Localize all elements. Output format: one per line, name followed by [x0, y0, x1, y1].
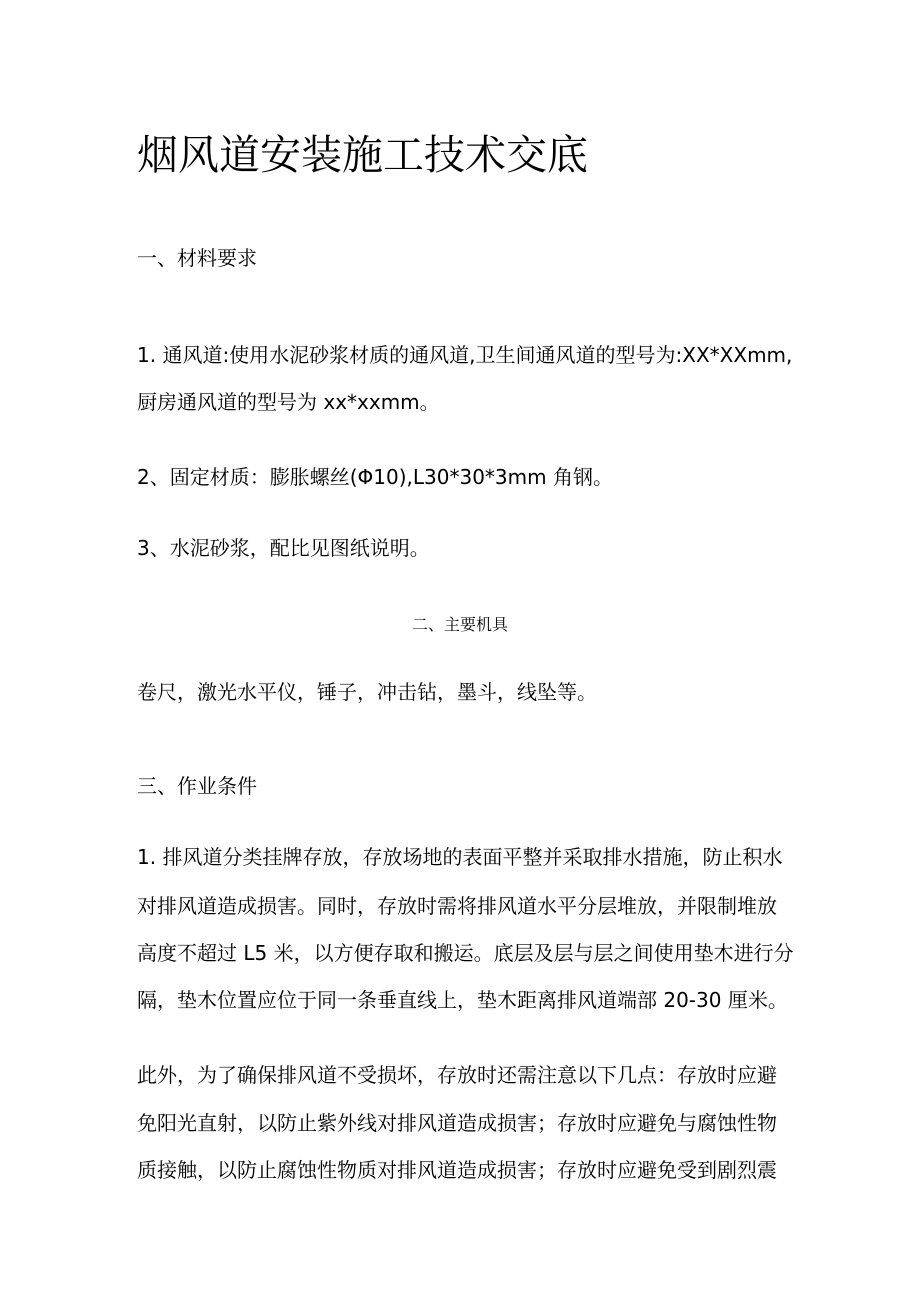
conditions-para-1-line-3: 高度不超过 L5 米，以方便存取和搬运。底层及层与层之间使用垫木进行分	[137, 941, 794, 965]
document-title: 烟风道安装施工技术交底	[137, 131, 588, 179]
section-heading-conditions: 三、作业条件	[137, 774, 257, 798]
materials-item-1-line-1: 1. 通风道:使用水泥砂浆材质的通风道,卫生间通风道的型号为:XX*XXmm,	[137, 343, 793, 367]
conditions-para-2-line-2: 免阳光直射，以防止紫外线对排风道造成损害；存放时应避免与腐蚀性物	[137, 1111, 777, 1135]
section-heading-materials: 一、材料要求	[137, 246, 257, 270]
conditions-para-1-line-4: 隔，垫木位置应位于同一条垂直线上，垫木距离排风道端部 20-30 厘米。	[137, 988, 788, 1012]
materials-item-3: 3、水泥砂浆，配比见图纸说明。	[137, 536, 430, 560]
conditions-para-1-line-1: 1. 排风道分类挂牌存放，存放场地的表面平整并采取排水措施，防止积水	[137, 845, 783, 869]
tools-text: 卷尺，激光水平仪，锤子，冲击钻，墨斗，线坠等。	[137, 680, 597, 704]
section-heading-tools: 二、主要机具	[411, 615, 508, 634]
conditions-para-1-line-2: 对排风道造成损害。同时，存放时需将排风道水平分层堆放，并限制堆放	[137, 894, 777, 918]
materials-item-2: 2、固定材质：膨胀螺丝(Φ10),L30*30*3mm 角钢。	[137, 465, 613, 489]
conditions-para-2-line-1: 此外，为了确保排风道不受损坏，存放时还需注意以下几点：存放时应避	[137, 1063, 777, 1087]
conditions-para-2-line-3: 质接触，以防止腐蚀性物质对排风道造成损害；存放时应避免受到剧烈震	[137, 1158, 777, 1182]
materials-item-1-line-2: 厨房通风道的型号为 xx*xxmm。	[137, 390, 440, 414]
